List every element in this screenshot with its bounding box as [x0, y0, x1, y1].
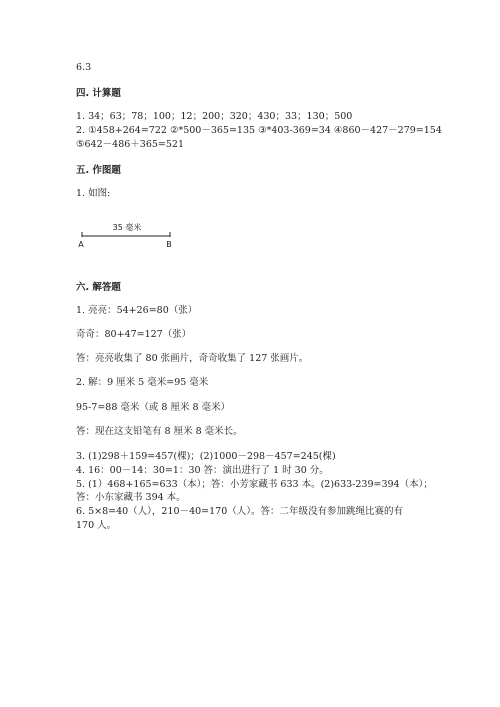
problem-2-answer: 答：现在这支铅笔有 8 厘米 8 毫米长。 — [76, 426, 243, 437]
problem-2-line-1: 2. 解：9 厘米 5 毫米=95 毫米 — [76, 377, 209, 388]
section-heading-drawing: 五. 作图题 — [76, 165, 121, 176]
problem-4: 4. 16：00－14：30=1：30 答：演出进行了 1 时 30 分。 — [76, 465, 329, 476]
point-b-label: B — [166, 240, 172, 249]
problem-1-line-1: 1. 亮亮：54+26=80（张） — [76, 305, 198, 316]
section-heading-word-problems: 六. 解答题 — [76, 282, 121, 293]
problem-1-answer: 答：亮亮收集了 80 张画片，奇奇收集了 127 张画片。 — [76, 353, 309, 364]
problem-5-answer: 答：小东家藏书 394 本。 — [76, 492, 186, 503]
drawing-answer-1: 1. 如图: — [76, 188, 111, 199]
problem-2-line-2: 95-7=88 毫米（或 8 厘米 8 毫米） — [76, 402, 231, 413]
problem-6-cont: 170 人。 — [76, 520, 117, 531]
problem-1-line-2: 奇奇：80+47=127（张） — [76, 329, 192, 340]
calc-answer-2-cont: ⑤642－486＋365=521 — [76, 139, 185, 150]
answer-6-3: 6.3 — [76, 62, 92, 73]
calc-answer-2: 2. ①458+264=722 ②*500－365=135 ③*403-369=34 ④860－427－279=154 — [76, 125, 442, 136]
line-segment-diagram — [78, 220, 178, 250]
section-heading-calculation: 四. 计算题 — [76, 88, 121, 99]
problem-6: 6. 5×8=40（人），210－40=170（人）。答：二年级没有参加跳绳比赛的有 — [76, 506, 403, 517]
problem-3: 3. (1)298＋159=457(棵)；(2)1000－298－457=245(棵) — [76, 451, 336, 462]
segment-length-label: 35 毫米 — [112, 223, 142, 232]
calc-answer-1: 1. 34；63；78；100；12；200；320；430；33；130；500 — [76, 111, 353, 122]
problem-5: 5. (1）468+165=633（本）；答：小芳家藏书 633 本。(2)633-239=394（本）； — [76, 479, 433, 490]
point-a-label: A — [78, 240, 84, 249]
